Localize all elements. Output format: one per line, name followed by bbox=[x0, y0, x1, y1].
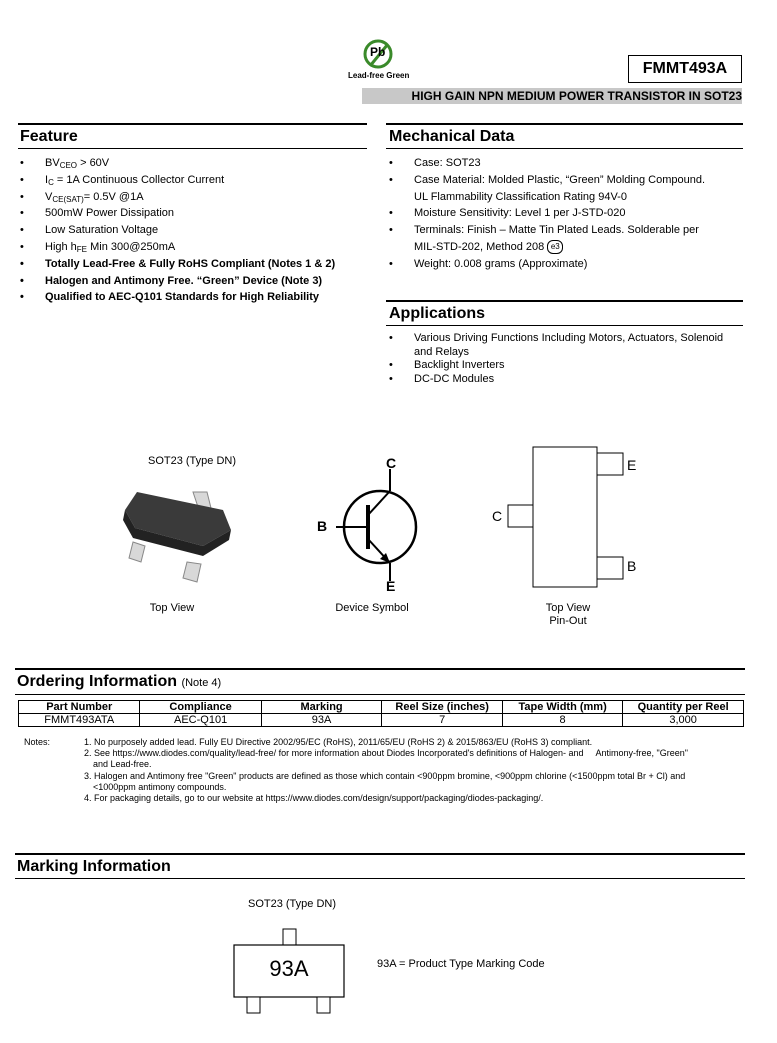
mechanical-title: Mechanical Data bbox=[389, 128, 515, 145]
applications-title: Applications bbox=[389, 305, 486, 322]
feature-item: • Totally Lead-Free & Fully RoHS Compliant (Notes 1 & 2) bbox=[18, 256, 368, 273]
mechanical-item-cont: MIL-STD-202, Method 208 e3 bbox=[387, 239, 743, 256]
device-symbol-caption: Device Symbol bbox=[335, 602, 409, 614]
symbol-pin-e: E bbox=[386, 578, 396, 594]
logo-text: Lead-free Green bbox=[348, 71, 410, 80]
application-item: • Various Driving Functions Including Motors, Actuators, Solenoid bbox=[387, 332, 743, 346]
applications-list bbox=[387, 332, 743, 386]
feature-title: Feature bbox=[20, 128, 78, 145]
marking-code: 93A bbox=[269, 956, 309, 981]
mechanical-item: • Weight: 0.008 grams (Approximate) bbox=[387, 256, 743, 273]
column-header: Tape Width (mm) bbox=[502, 701, 622, 714]
device-symbol-image bbox=[310, 455, 430, 595]
table-cell: FMMT493ATA bbox=[19, 714, 140, 727]
note-item: 2. See https://www.diodes.com/quality/lead-free/ for more information about Diodes Incorporated's definitions of Halogen- and Antimony-free, "Green" bbox=[84, 748, 688, 759]
top-view-caption: Top View bbox=[149, 602, 195, 614]
column-header: Compliance bbox=[140, 701, 261, 714]
note-item-cont: and Lead-free. bbox=[93, 759, 152, 770]
pinout-pin-c: C bbox=[492, 508, 503, 524]
part-number: FMMT493A bbox=[642, 60, 728, 77]
ordering-underline bbox=[15, 694, 745, 695]
logo-pb: Pb bbox=[370, 45, 386, 59]
marking-title: Marking Information bbox=[17, 858, 171, 875]
feature-list bbox=[18, 155, 368, 306]
feature-item: • $BV_{CEO} > 60V$ bbox=[18, 155, 368, 172]
column-header: Reel Size (inches) bbox=[382, 701, 503, 714]
mechanical-list bbox=[387, 155, 743, 273]
application-item: • Backlight Inverters bbox=[387, 359, 743, 373]
column-header: Quantity per Reel bbox=[623, 701, 744, 714]
part-number-box bbox=[628, 55, 742, 83]
package-label: SOT23 (Type DN) bbox=[147, 455, 237, 467]
ordering-note-ref: (Note 4) bbox=[181, 677, 222, 689]
marking-legend: 93A = Product Type Marking Code bbox=[377, 958, 545, 970]
marking-rule bbox=[15, 853, 745, 855]
sot23-package-image bbox=[115, 480, 245, 590]
table-cell: 3,000 bbox=[623, 714, 744, 727]
feature-rule bbox=[18, 123, 367, 125]
mechanical-rule bbox=[386, 123, 743, 125]
marking-package-label: SOT23 (Type DN) bbox=[247, 898, 337, 910]
mechanical-item: • Case: SOT23 bbox=[387, 155, 743, 172]
mechanical-item-cont: UL Flammability Classification Rating 94V-0 bbox=[414, 190, 627, 203]
feature-item: • High $h_{FE}$ Min 300@250mA bbox=[18, 239, 368, 256]
table-header-row bbox=[19, 701, 744, 714]
note-item-cont: <1000ppm antimony compounds. bbox=[93, 781, 227, 792]
note-item: 1. No purposely added lead. Fully EU Directive 2002/95/EC (RoHS), 2011/65/EU (RoHS 2) & 2015/863/EU (RoHS 3) compliant. bbox=[84, 737, 593, 747]
note-item: 4. For packaging details, go to our website at https://www.diodes.com/design/support/packaging/diodes-packaging/. bbox=[84, 793, 544, 804]
column-header: Part Number bbox=[19, 701, 140, 714]
pinout-image bbox=[505, 445, 625, 590]
table-cell: 93A bbox=[261, 714, 382, 727]
symbol-pin-c: C bbox=[386, 455, 397, 471]
mechanical-item: • Terminals: Finish – Matte Tin Plated Leads. Solderable per bbox=[387, 222, 743, 239]
pinout-caption-1: Top View bbox=[545, 602, 591, 614]
notes-label: Notes: bbox=[24, 737, 51, 747]
ordering-table bbox=[18, 700, 744, 727]
table-row bbox=[19, 714, 744, 727]
application-item: • DC-DC Modules bbox=[387, 373, 743, 387]
marking-underline bbox=[15, 878, 745, 879]
pinout-pin-b: B bbox=[627, 558, 637, 574]
note-item: 3. Halogen and Antimony free "Green" products are defined as those which contain <900ppm bromine, <900ppm chlorine (<1500ppm total Br + Cl) and bbox=[84, 770, 686, 781]
feature-underline bbox=[18, 148, 367, 149]
ordering-rule bbox=[15, 668, 745, 670]
feature-item: • Low Saturation Voltage bbox=[18, 222, 368, 239]
feature-item: • $I_C = 1A$ Continuous Collector Current bbox=[18, 172, 368, 189]
lead-free-green-logo bbox=[344, 38, 414, 84]
page-subtitle: HIGH GAIN NPN MEDIUM POWER TRANSISTOR IN SOT23 bbox=[362, 88, 742, 104]
column-header: Marking bbox=[261, 701, 382, 714]
e3-icon: e3 bbox=[547, 240, 563, 254]
applications-rule bbox=[386, 300, 743, 302]
ordering-title: Ordering Information (Note 4) bbox=[17, 673, 222, 690]
table-cell: 8 bbox=[502, 714, 622, 727]
pinout-pin-e: E bbox=[627, 457, 637, 473]
application-item-cont: and Relays bbox=[414, 345, 470, 358]
table-cell: 7 bbox=[382, 714, 503, 727]
pinout-caption-2: Pin-Out bbox=[549, 615, 587, 627]
feature-item: • $V_{CE(SAT)}= 0.5V$ @1A bbox=[18, 189, 368, 206]
applications-underline bbox=[386, 325, 743, 326]
table-cell: AEC-Q101 bbox=[140, 714, 261, 727]
feature-item: • Halogen and Antimony Free. “Green” Device (Note 3) bbox=[18, 273, 368, 290]
feature-item: • 500mW Power Dissipation bbox=[18, 205, 368, 222]
mechanical-underline bbox=[386, 148, 743, 149]
mechanical-item: • Moisture Sensitivity: Level 1 per J-STD-020 bbox=[387, 205, 743, 222]
mechanical-item: • Case Material: Molded Plastic, “Green” Molding Compound. bbox=[387, 172, 743, 189]
feature-item: • Qualified to AEC-Q101 Standards for High Reliability bbox=[18, 289, 368, 306]
notes-block bbox=[74, 737, 744, 804]
symbol-pin-b: B bbox=[317, 518, 328, 534]
